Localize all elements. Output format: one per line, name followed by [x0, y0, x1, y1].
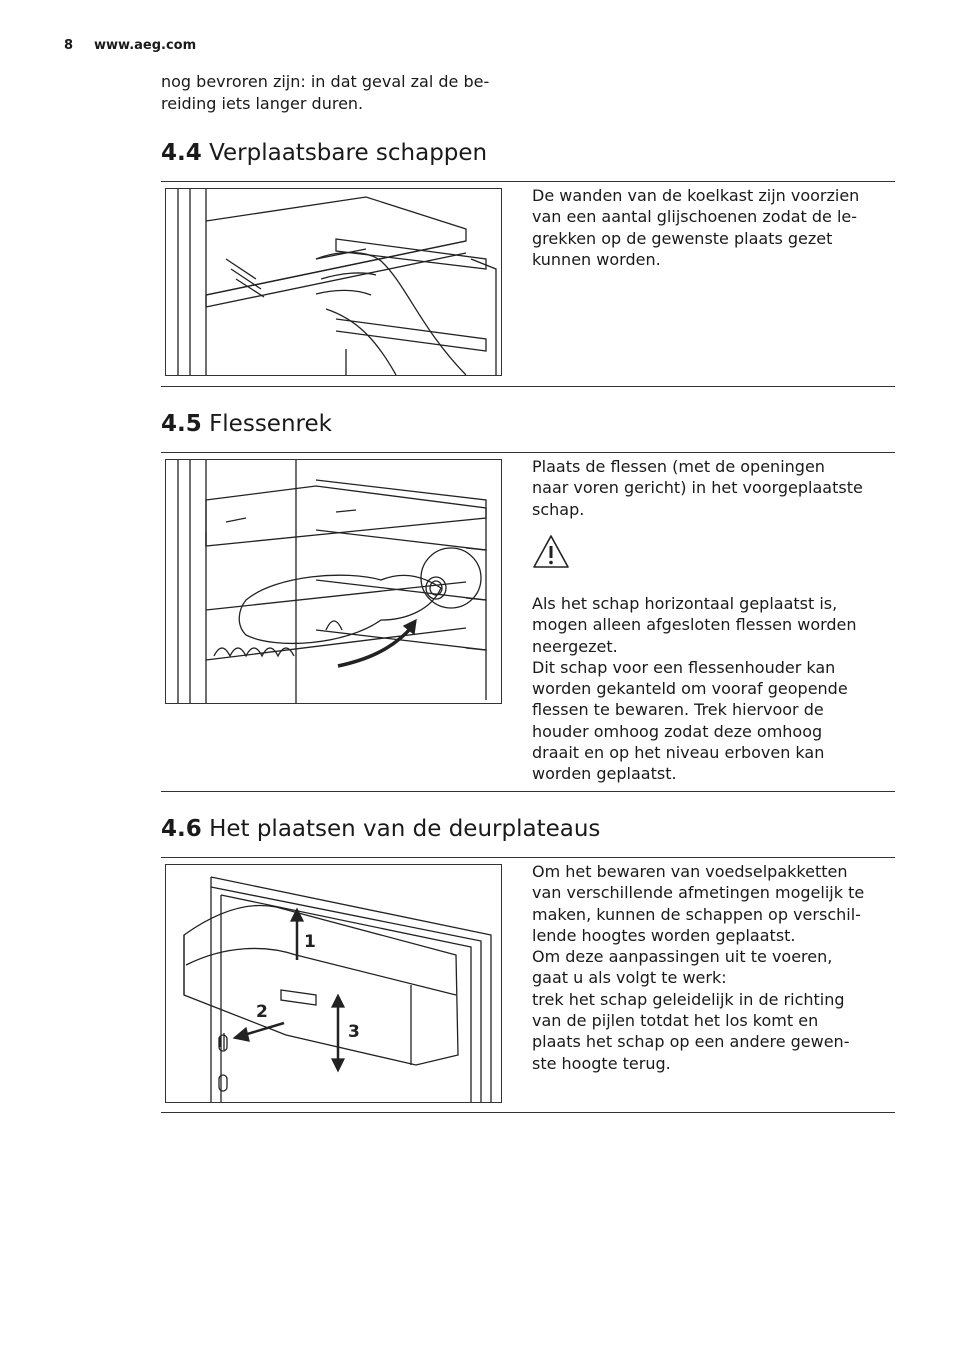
- section-text-4-5-b: Als het schap horizontaal geplaatst is, mogen alleen afgesloten flessen worden neergezet. Dit schap voor een flessenhouder kan worden gekanteld om vooraf geopende flessen te bewaren. Trek hiervoor de houder omhoog zodat deze omhoog draait en op het niveau erboven kan worden geplaatst.: [532, 594, 857, 784]
- divider: [161, 791, 895, 792]
- divider: [161, 1112, 895, 1113]
- section-number: 4.4: [161, 140, 202, 166]
- label-3: 3: [348, 1022, 360, 1042]
- section-title: Verplaatsbare schappen: [209, 140, 488, 166]
- section-heading-4-4: [161, 139, 487, 167]
- intro-text: nog bevroren zijn: in dat geval zal de be- reiding iets langer duren.: [161, 72, 490, 113]
- warning-triangle-icon: [532, 534, 570, 573]
- section-text-4-4: De wanden van de koelkast zijn voorzien van een aantal glijschoenen zodat de le- grekken op de gewenste plaats gezet kunnen worden.: [532, 186, 860, 269]
- section-heading-4-6: [161, 815, 600, 843]
- page-header: [64, 38, 196, 53]
- bottle-rack-illustration: [165, 459, 502, 704]
- section-number: 4.6: [161, 816, 202, 842]
- website-link[interactable]: www.aeg.com: [94, 38, 197, 53]
- divider: [161, 857, 895, 858]
- label-1: 1: [304, 932, 316, 952]
- divider: [161, 452, 895, 453]
- section-heading-4-5: [161, 410, 332, 438]
- shelf-illustration: [165, 188, 502, 376]
- section-number: 4.5: [161, 411, 202, 437]
- divider: [161, 386, 895, 387]
- section-title: Flessenrek: [209, 411, 332, 437]
- divider: [161, 181, 895, 182]
- section-text-4-5-a: Plaats de flessen (met de openingen naar voren gericht) in het voorgeplaatste schap.: [532, 457, 863, 519]
- page-number: 8: [64, 38, 74, 53]
- section-text-4-6: Om het bewaren van voedselpakketten van verschillende afmetingen mogelijk te maken, kunnen de schappen op verschil- lende hoogtes worden geplaatst. Om deze aanpassingen uit te voeren, gaat u als volgt te werk: trek het schap geleidelijk in de richting van de pijlen totdat het los komt en plaats het schap op een andere gewen- ste hoogte terug.: [532, 862, 865, 1073]
- label-2: 2: [256, 1002, 268, 1022]
- section-title: Het plaatsen van de deurplateaus: [209, 816, 601, 842]
- door-shelf-illustration: [165, 864, 502, 1103]
